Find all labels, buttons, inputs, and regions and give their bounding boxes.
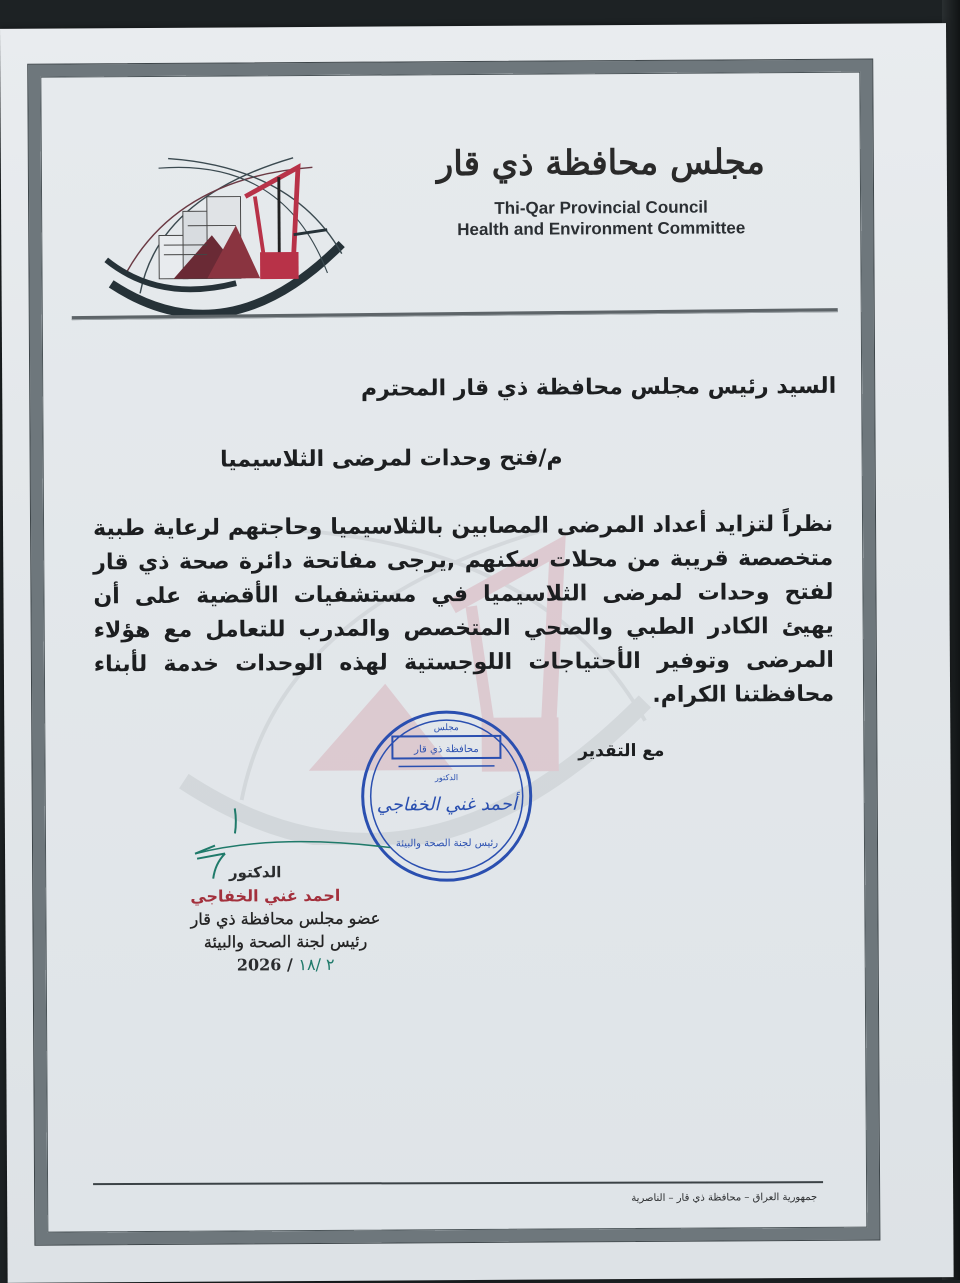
committee-name-english: Health and Environment Committee [421,217,781,240]
signatory-name: احمد غني الخفاجي [135,883,395,908]
closing-regards: مع التقدير [578,741,664,762]
signatory-title: الدكتور [115,860,395,885]
letter-paper [0,23,954,1283]
letterhead-titles [421,142,782,240]
svg-text:أحمد غني الخفاجي: أحمد غني الخفاجي [377,792,521,816]
council-name-english: Thi-Qar Provincial Council [421,196,781,219]
svg-text:رئيس لجنة الصحة والبيئة: رئيس لجنة الصحة والبيئة [396,838,498,850]
date-year: 2026 / [237,955,293,974]
footer-address: جمهورية العراق – محافظة ذي قار – الناصرية [631,1192,817,1204]
signatory-block [175,860,396,976]
svg-text:الدكتور: الدكتور [434,773,458,782]
footer-divider [93,1181,823,1185]
page-border-frame [28,60,879,1245]
letter-date [176,952,396,976]
letterhead [40,72,862,337]
date-handwritten: ٢ /١٨ [298,955,334,974]
council-name-arabic: مجلس محافظة ذي قار [421,142,781,184]
signatory-role-member: عضو مجلس محافظة ذي قار [175,906,395,930]
signatory-role-chair: رئيس لجنة الصحة والبيئة [176,929,396,953]
letter-body: نظراً لتزايد أعداد المرضى المصابين بالثلاسيميا وحاجتهم لرعاية طبية متخصصة قريبة من محلات سكنهم ,يرجى مفاتحة دائرة صحة ذي قار لفتح وحدات لمرضى الثلاسيميا في مستشفيات الأقضية على أن يهيئ الكادر الطبي والصحي المتخصص والمدرب للتعامل مع هؤلاء المرضى وتوفير الأحتياجات اللوجستية لهذه الوحدات خدمة لأبناء محافظتنا الكرام. [93,508,834,717]
svg-text:محافظة ذي قار: محافظة ذي قار [413,744,479,755]
subject-line: م/فتح وحدات لمرضى الثلاسيميا [63,445,563,473]
svg-text:مجلس: مجلس [434,723,459,733]
addressee-line: السيد رئيس مجلس محافظة ذي قار المحترم [136,374,836,403]
council-emblem-icon [101,135,352,317]
